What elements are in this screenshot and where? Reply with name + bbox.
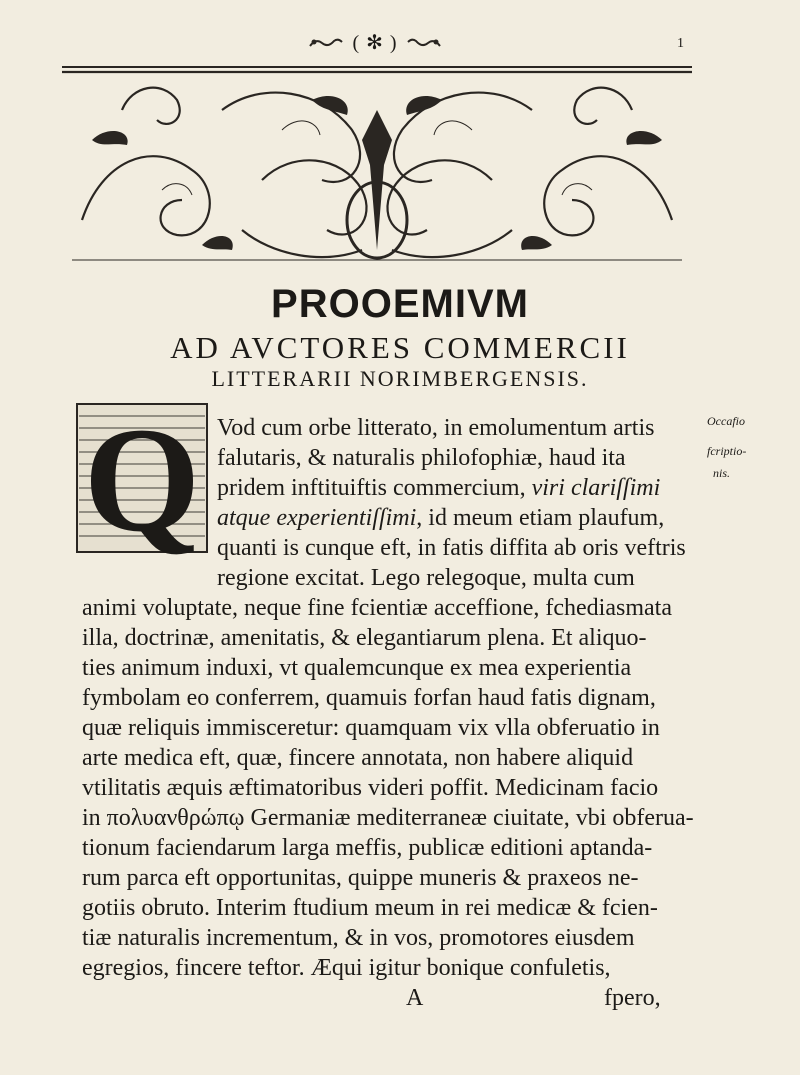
body-line: tionum faciendarum larga meffis, publicæ editioni aptanda- [82, 835, 653, 861]
subtitle-line-1: AD AVCTORES COMMERCII [170, 330, 630, 365]
body-line: arte medica eft, quæ, fincere annotata, non habere aliquid [82, 745, 634, 771]
body-line: egregios, fincere teftor. Æqui igitur bonique confuletis, [82, 955, 611, 981]
body-line: falutaris, & naturalis philofophiæ, haud ita [217, 445, 626, 471]
top-rule [62, 66, 692, 68]
margin-note-line-1: Occafio [707, 414, 745, 428]
body-line: fymbolam eo conferrem, quamuis forfan haud fatis dignam, [82, 685, 656, 711]
body-line: regione excitat. Lego relegoque, multa cum [217, 565, 635, 591]
margin-note-line-2: fcriptio- [707, 444, 747, 458]
body-line: gotiis obruto. Interim ftudium meum in rei medicæ & fcien- [82, 895, 658, 921]
left-header-ornament-icon [308, 36, 344, 50]
body-line: illa, doctrinæ, amenitatis, & elegantiarum plena. Et aliquo- [82, 625, 647, 651]
body-line: atque experientiſſimi, id meum etiam plaufum, [217, 505, 665, 531]
body-line: pridem inftituiftis commercium, viri clariſſimi [217, 475, 661, 501]
running-head [60, 30, 690, 55]
body-line: quæ reliquis immisceretur: quamquam vix vlla obferuatio in [82, 715, 660, 741]
body-line: tiæ naturalis incrementum, & in vos, promotores eiusdem [82, 925, 635, 951]
page-title: PROOEMIVM [271, 282, 529, 326]
running-head-text: ( ✻ ) [352, 32, 398, 54]
signature-mark: A [406, 985, 424, 1011]
drop-cap-letter: Q [83, 402, 201, 562]
body-line: Vod cum orbe litterato, in emolumentum artis [217, 415, 655, 441]
body-line: in πολυανθρώπῳ Germaniæ mediterraneæ ciuitate, vbi obferua- [82, 805, 694, 831]
body-line: ties animum induxi, vt qualemcunque ex mea experientia [82, 655, 632, 681]
body-line: rum parca eft opportunitas, quippe muneris & praxeos ne- [82, 865, 639, 891]
body-line: animi voluptate, neque fine fcientiæ acceffione, fchediasmata [82, 595, 672, 621]
right-header-ornament-icon [406, 36, 442, 50]
body-line: quanti is cunque eft, in fatis diffita ab oris veftris [217, 535, 686, 561]
subtitle-line-2: LITTERARII NORIMBERGENSIS. [211, 366, 589, 391]
page-number: 1 [677, 36, 684, 51]
margin-note-line-3: nis. [713, 466, 731, 480]
body-line: vtilitatis æquis æftimatoribus videri poffit. Medicinam facio [82, 775, 659, 801]
drop-cap-initial [75, 402, 209, 562]
catchword: fpero, [604, 985, 661, 1011]
headpiece-ornament-icon [62, 70, 692, 275]
